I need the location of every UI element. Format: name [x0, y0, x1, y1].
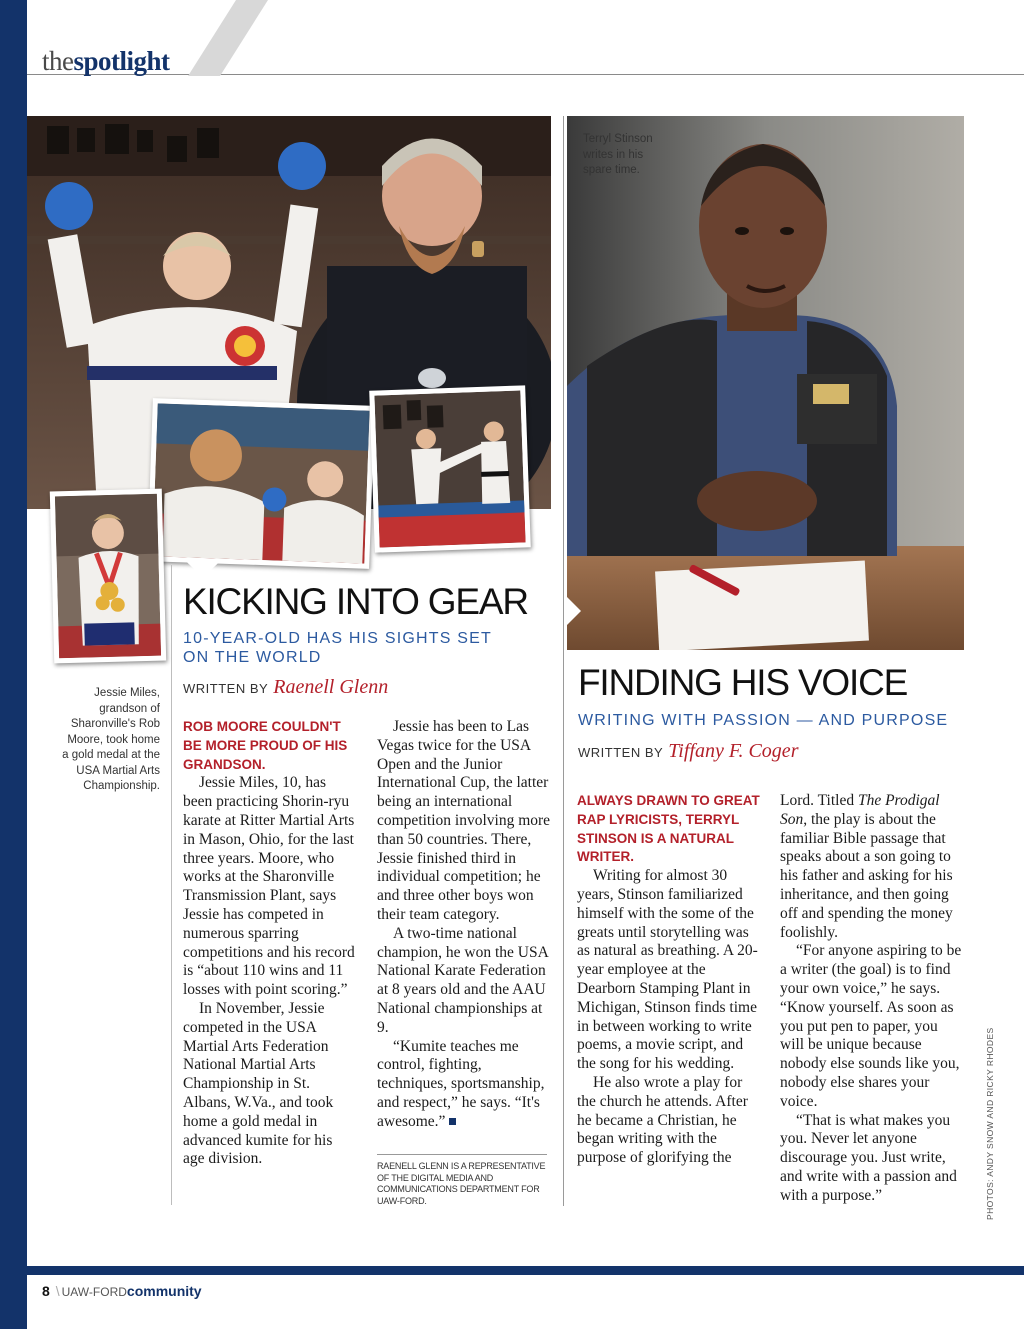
story2-col2-paragraph: “For anyone aspiring to be a writer (the goal) is to find your own voice,” he says. “Know yourself. As soon as you put pen to paper, you will be unique because nobody else sounds like you, nobody else shares your voice. — [780, 942, 962, 1110]
publication-prefix: UAW-FORD — [61, 1285, 127, 1299]
medal-winner-photo — [50, 489, 166, 664]
left-page-bar — [0, 0, 27, 1329]
story1-closing-quote: “Kumite teaches me control, fighting, techniques, sportsmanship, and respect,” he says. “It's awesome.” — [377, 1037, 545, 1130]
caption-arrow — [186, 560, 220, 578]
story1-deck: 10-YEAR-OLD HAS HIS SIGHTS SET ON THE WORLD — [183, 630, 492, 666]
story1-column-1 — [183, 718, 355, 1169]
portrait-photo — [567, 116, 964, 650]
story1-col1-paragraph: Jessie Miles, 10, has been practicing Shorin-ryu karate at Ritter Martial Arts in Mason, Ohio, for the last three years. Moore, who works at the Sharonville Transmission Plant, says Jessie has competed in numerous sparring competitions and his record is “about 110 wins and 11 losses with point scoring.” — [183, 774, 355, 999]
karate-sparring-photo — [147, 398, 375, 569]
footer-slash: \ — [55, 1283, 60, 1299]
footer-bar — [27, 1266, 1024, 1275]
page-footer — [42, 1283, 202, 1299]
story2-byline — [578, 740, 798, 763]
karate-kick-photo — [369, 385, 531, 552]
story1-col2-paragraph: Jessie has been to Las Vegas twice for the USA Open and the Junior International Cup, the latter being an international competition involving more than 50 countries. There, Jessie finished third in individual competition; he and three other boys won their team category. — [377, 718, 551, 923]
story1-col2-paragraph: A two-time national champion, he won the USA National Karate Federation at 8 years old and the AAU National championships at 9. — [377, 924, 548, 1036]
play-title: The Prodigal Son — [780, 792, 940, 828]
story2-arrow — [567, 597, 583, 625]
story2-lead: ALWAYS DRAWN TO GREAT RAP LYRICISTS, TERRYL STINSON IS A NATURAL WRITER. — [577, 793, 760, 865]
photo-credit: PHOTOS: ANDY SNOW AND RICKY RHODES — [985, 1027, 995, 1220]
story1-photo-caption: Jessie Miles, grandson of Sharonville's Rob Moore, took home a gold medal at the USA Martial Arts Championship. — [62, 687, 160, 792]
story2-headline: FINDING HIS VOICE — [578, 662, 908, 703]
section-name: spotlight — [73, 46, 170, 76]
story1-col2-paragraph — [377, 1038, 552, 1132]
story2-photo-caption: Terryl Stinson writes in his spare time. — [583, 133, 653, 176]
story1-lead: ROB MOORE COULDN'T BE MORE PROUD OF HIS GRANDSON. — [183, 719, 348, 772]
header-slash-decoration — [178, 0, 268, 76]
story1-byline-label: WRITTEN BY — [183, 681, 269, 696]
end-of-story-mark — [449, 1118, 456, 1125]
story2-column-1 — [577, 792, 763, 1168]
page-number: 8 — [42, 1283, 50, 1299]
story2-deck: WRITING WITH PASSION — AND PURPOSE — [578, 712, 949, 729]
story2-author: Tiffany F. Coger — [668, 740, 799, 762]
story2-col1-paragraph: Writing for almost 30 years, Stinson familiarized himself with the some of the greats until storytelling was as natural as breathing. A 20-year employee at the Dearborn Stamping Plant in Michigan, Stinson finds time in between working to write poems, a movie script, and the song for his wedding. — [577, 867, 758, 1073]
story1-column-2 — [377, 718, 552, 1132]
center-divider — [563, 116, 564, 1206]
story2-col1-paragraph: He also wrote a play for the church he attends. After he became a Christian, he began writing with the purpose of glorifying the — [577, 1073, 748, 1167]
story2-column-2 — [780, 792, 964, 1206]
section-prefix: the — [42, 46, 74, 76]
story1-vertical-rule — [171, 565, 172, 1205]
publication-name: community — [126, 1283, 202, 1299]
story2-col2-text: , the play is about the familiar Bible passage that speaks about a son going to his father and asking for his inheritance, and then going off and spending the money foolishly. — [780, 810, 953, 941]
bio-rule — [377, 1154, 547, 1155]
story1-col1-paragraph: In November, Jessie competed in the USA Martial Arts Federation National Martial Arts Championship in St. Albans, W.Va., and took home a gold medal in advanced kumite for his age division. — [183, 999, 334, 1168]
story1-headline: KICKING INTO GEAR — [183, 581, 528, 622]
section-title — [42, 46, 170, 77]
story2-col2-paragraph — [780, 792, 964, 942]
header-rule — [27, 74, 1024, 75]
story2-byline-label: WRITTEN BY — [578, 745, 664, 760]
story1-author: Raenell Glenn — [273, 676, 389, 698]
story2-col2-text: Lord. Titled — [780, 792, 858, 809]
story1-byline — [183, 676, 388, 699]
story2-col2-paragraph: “That is what makes you you. Never let anyone discourage you. Just write, and write with a passion and with a purpose.” — [780, 1111, 957, 1204]
story1-author-bio: RAENELL GLENN IS A REPRESENTATIVE OF THE DIGITAL MEDIA AND COMMUNICATIONS DEPARTMENT FOR UAW-FORD. — [377, 1161, 546, 1206]
